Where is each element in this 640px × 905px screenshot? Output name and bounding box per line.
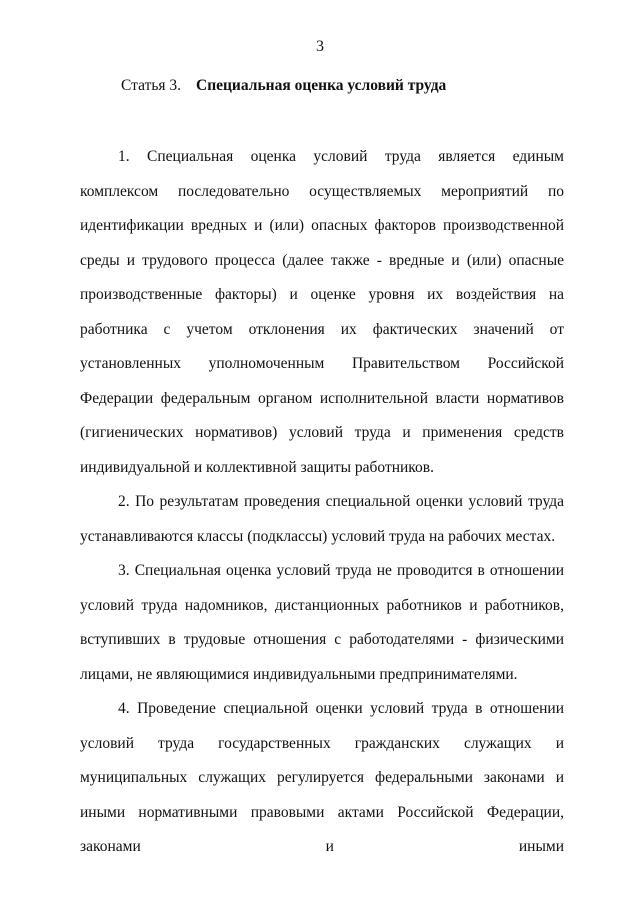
paragraph-1: 1. Специальная оценка условий труда является единым комплексом последовательно осуществляемых мероприятий по идентификации вредных и (или) опасных факторов производственной среды и трудового процесса (далее также - вредные и (или) опасные производственные факторы) и оценке уровня их воздействия на работника с учетом отклонения их фактических значений от установленных уполномоченным Правительством Российской Федерации федеральным органом исполнительной власти нормативов (гигиенических нормативов) условий труда и применения средств индивидуальной и коллективной защиты работников.: [80, 148, 564, 476]
paragraph-4: 4. Проведение специальной оценки условий труда в отношении условий труда государственных гражданских служащих и муниципальных служащих регулируется федеральными законами и иными нормативными правовыми актами Российской Федерации, законами и иными: [80, 700, 564, 855]
paragraph-3: 3. Специальная оценка условий труда не проводится в отношении условий труда надомников, дистанционных работников и работников, вступивших в трудовые отношения с работодателями - физическими лицами, не являющимися индивидуальными предпринимателями.: [80, 562, 564, 683]
article-body: [80, 140, 564, 865]
page-number: 3: [316, 38, 324, 55]
paragraph-2: 2. По результатам проведения специальной оценки условий труда устанавливаются классы (подклассы) условий труда на рабочих местах.: [80, 493, 564, 545]
article-number: Статья 3.: [121, 77, 182, 94]
article-heading: [121, 76, 446, 96]
article-title: Специальная оценка условий труда: [196, 77, 447, 94]
